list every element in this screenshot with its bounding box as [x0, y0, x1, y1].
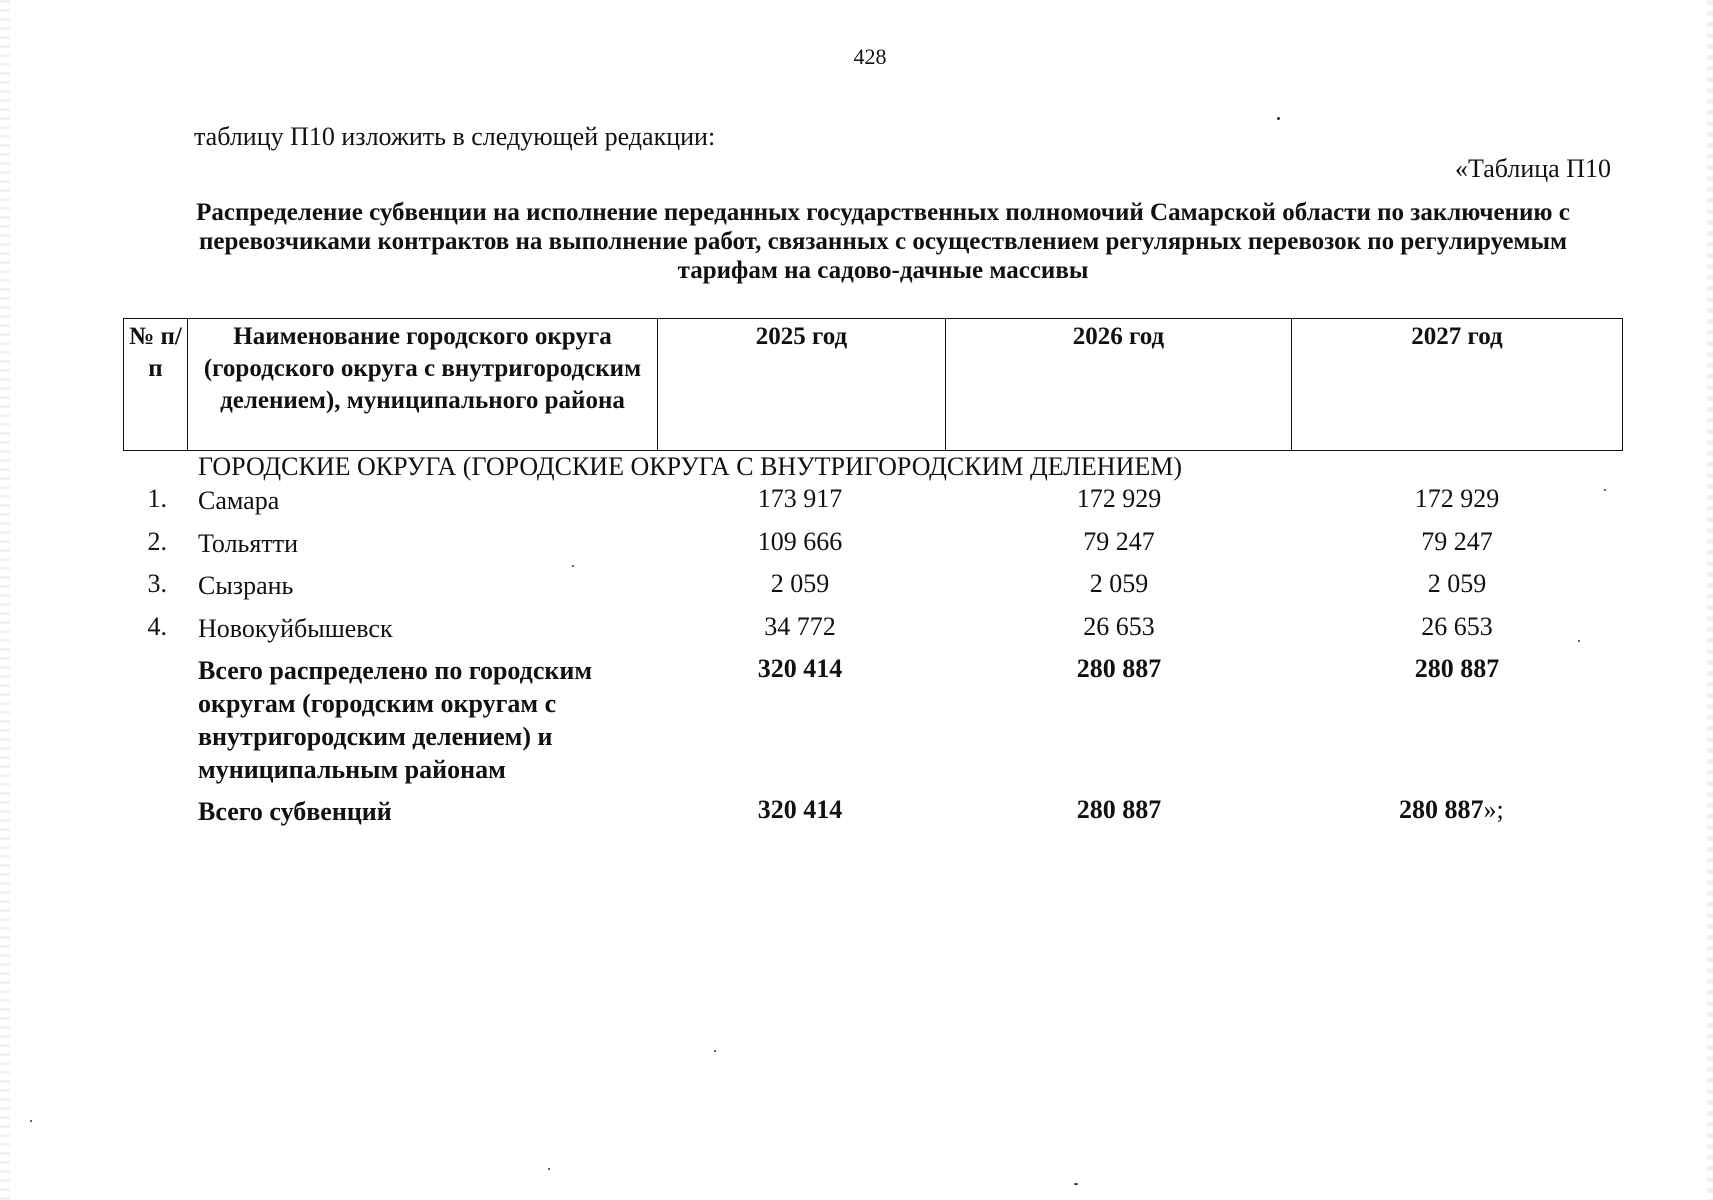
row-name: Тольятти [198, 529, 299, 558]
row-value-2026: 26 653 [1083, 612, 1155, 641]
table-header [123, 318, 1623, 451]
total-subventions-2027-cell [1357, 795, 1659, 825]
total-subventions-label: Всего субвенций [198, 797, 392, 826]
scan-speck [714, 1050, 716, 1052]
row-value-2027: 2 059 [1427, 569, 1487, 598]
row-name: Сызрань [198, 571, 294, 600]
row-number: 2. [147, 527, 167, 556]
scan-speck [572, 565, 574, 567]
row-number: 1. [147, 484, 167, 513]
row-name: Самара [198, 486, 280, 515]
total-distributed-2027: 280 887 [1414, 654, 1500, 683]
row-value-2026: 79 247 [1083, 527, 1155, 556]
scan-speck [548, 1168, 550, 1170]
scan-speck [1578, 640, 1580, 642]
row-name: Новокуйбышевск [198, 614, 393, 643]
row-value-2026: 172 929 [1076, 484, 1162, 513]
table-caption: «Таблица П10 [1455, 154, 1611, 183]
row-number: 3. [147, 569, 167, 598]
total-distributed-label: Всего распределено по городским округам (городским округам с внутригородским делением) и муниципальным районам [198, 656, 593, 784]
row-value-2025: 2 059 [770, 569, 830, 598]
column-header-2025: 2025 год [658, 319, 946, 451]
row-value-2025: 34 772 [764, 612, 836, 641]
total-subventions-2025: 320 414 [757, 795, 843, 824]
section-heading: ГОРОДСКИЕ ОКРУГА (ГОРОДСКИЕ ОКРУГА С ВНУТРИГОРОДСКИМ ДЕЛЕНИЕМ) [198, 452, 1183, 481]
column-header-2027: 2027 год [1292, 319, 1623, 451]
scan-speck [1277, 117, 1280, 120]
intro-text: таблицу П10 изложить в следующей редакции: [194, 122, 716, 151]
row-value-2027: 79 247 [1421, 527, 1493, 556]
row-value-2027: 26 653 [1421, 612, 1493, 641]
scan-edge-noise [0, 0, 10, 1200]
total-distributed-2026: 280 887 [1076, 654, 1162, 683]
scan-speck [30, 1120, 32, 1122]
row-number: 4. [147, 612, 167, 641]
closing-quote: »; [1483, 795, 1504, 824]
column-header-2026: 2026 год [946, 319, 1292, 451]
scan-speck [1074, 1183, 1078, 1185]
row-value-2026: 2 059 [1089, 569, 1149, 598]
column-header-name: Наименование городского округа (городского округа с внутригородским делением), муниципального района [188, 319, 658, 451]
total-subventions-2026: 280 887 [1076, 795, 1162, 824]
total-distributed-2025: 320 414 [757, 654, 843, 683]
document-title: Распределение субвенции на исполнение переданных государственных полномочий Самарской области по заключению с перевозчиками контрактов на выполнение работ, связанных с осуществлением регулярных перевозок по регулируемым тарифам на садово-дачные массивы [196, 199, 1570, 284]
column-header-num: № п/п [124, 319, 188, 451]
row-value-2027: 172 929 [1414, 484, 1500, 513]
total-subventions-2027: 280 887 [1399, 795, 1484, 824]
row-value-2025: 173 917 [757, 484, 843, 513]
scan-speck [1604, 489, 1606, 491]
page-number: 428 [853, 44, 887, 69]
row-value-2025: 109 666 [757, 527, 843, 556]
scan-edge-noise-right [1707, 0, 1713, 1200]
